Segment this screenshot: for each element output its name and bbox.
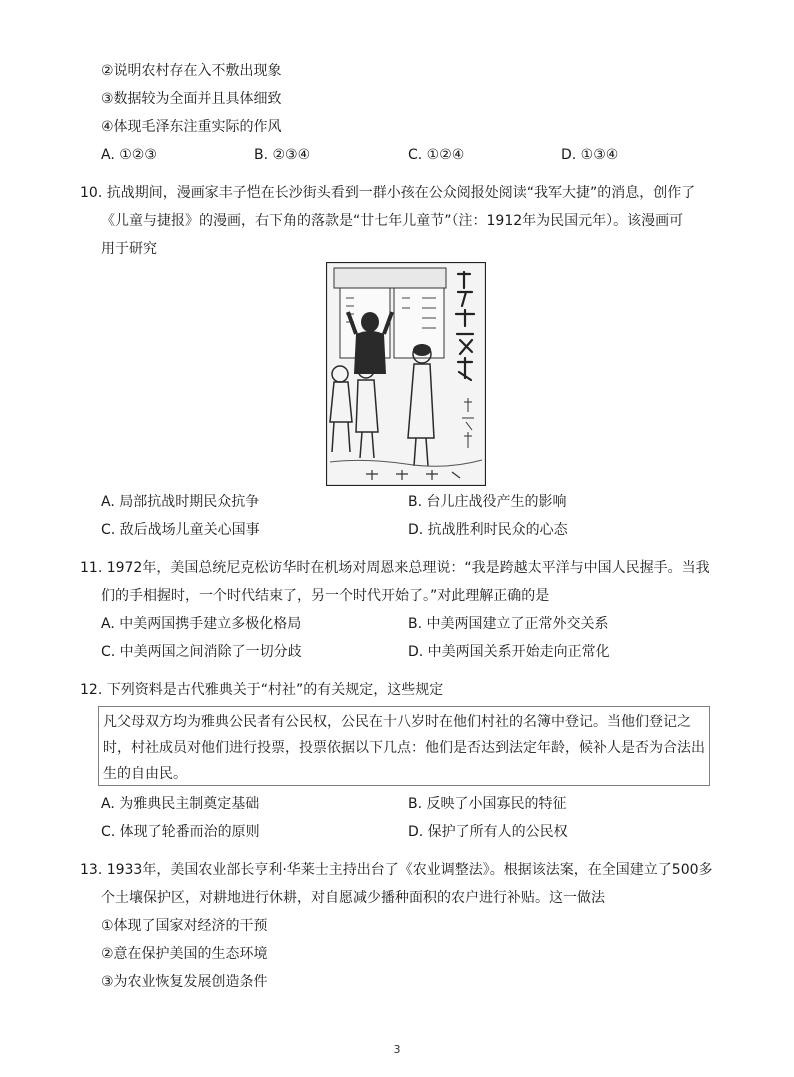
q13-statement-2: ②意在保护美国的生态环境: [101, 946, 268, 962]
q13-statement-1: ①体现了国家对经济的干预: [101, 918, 268, 934]
q10-option-d: D. 抗战胜利时民众的心态: [408, 522, 568, 538]
page-number: 3: [393, 1043, 401, 1056]
q10-stem-line-2: 《儿童与捷报》的漫画，右下角的落款是“廿七年儿童节”（注：1912年为民国元年）。该漫画可: [101, 213, 684, 229]
q12-option-d: D. 保护了所有人的公民权: [408, 824, 568, 840]
children-and-victory-news-cartoon: [326, 262, 486, 486]
q9-statement-2: ②说明农村存在入不敷出现象: [101, 63, 282, 79]
q13-stem-line-2: 个土壤保护区，对耕地进行休耕，对自愿减少播种面积的农户进行补贴。这一做法: [101, 890, 605, 906]
q9-statement-3: ③数据较为全面并且具体细致: [101, 91, 282, 107]
q12-material-box: [98, 706, 710, 786]
q10-stem-line-3: 用于研究: [101, 241, 157, 257]
q9-option-c: C. ①②④: [408, 147, 465, 163]
q9-option-a: A. ①②③: [101, 147, 157, 163]
q12-material-line-2: 时，村社成员对他们进行投票，投票依据以下几点：他们是否达到法定年龄，候补人是否为合法出: [103, 740, 705, 756]
q12-option-c: C. 体现了轮番而治的原则: [101, 824, 260, 840]
q12-material-line-3: 生的自由民。: [103, 766, 187, 782]
q12-stem: 12. 下列资料是古代雅典关于“村社”的有关规定，这些规定: [80, 682, 444, 698]
q9-option-d: D. ①③④: [561, 147, 619, 163]
q12-option-a: A. 为雅典民主制奠定基础: [101, 796, 260, 812]
q12-material-line-1: 凡父母双方均为雅典公民者有公民权，公民在十八岁时在他们村社的名簿中登记。当他们登记之: [103, 714, 691, 730]
q12-option-b: B. 反映了小国寡民的特征: [408, 796, 567, 812]
q10-option-c: C. 敌后战场儿童关心国事: [101, 522, 260, 538]
q9-option-b: B. ②③④: [254, 147, 311, 163]
q10-stem-line-1: 10. 抗战期间，漫画家丰子恺在长沙街头看到一群小孩在公众阅报处阅读“我军大捷”的消息，创作了: [80, 185, 696, 201]
q13-statement-3: ③为农业恢复发展创造条件: [101, 974, 268, 990]
q11-stem-line-2: 们的手相握时，一个时代结束了，另一个时代开始了。”对此理解正确的是: [101, 588, 550, 604]
q10-option-b: B. 台儿庄战役产生的影响: [408, 494, 567, 510]
q11-option-a: A. 中美两国携手建立多极化格局: [101, 616, 302, 632]
q11-stem-line-1: 11. 1972年，美国总统尼克松访华时在机场对周恩来总理说：“我是跨越太平洋与中国人民握手。当我: [80, 560, 710, 576]
q11-option-b: B. 中美两国建立了正常外交关系: [408, 616, 609, 632]
q9-statement-4: ④体现毛泽东注重实际的作风: [101, 119, 282, 135]
q11-option-d: D. 中美两国关系开始走向正常化: [408, 644, 610, 660]
q11-option-c: C. 中美两国之间消除了一切分歧: [101, 644, 302, 660]
q10-option-a: A. 局部抗战时期民众抗争: [101, 494, 260, 510]
q13-stem-line-1: 13. 1933年，美国农业部长亨利·华莱士主持出台了《农业调整法》。根据该法案，在全国建立了500多: [80, 862, 713, 878]
